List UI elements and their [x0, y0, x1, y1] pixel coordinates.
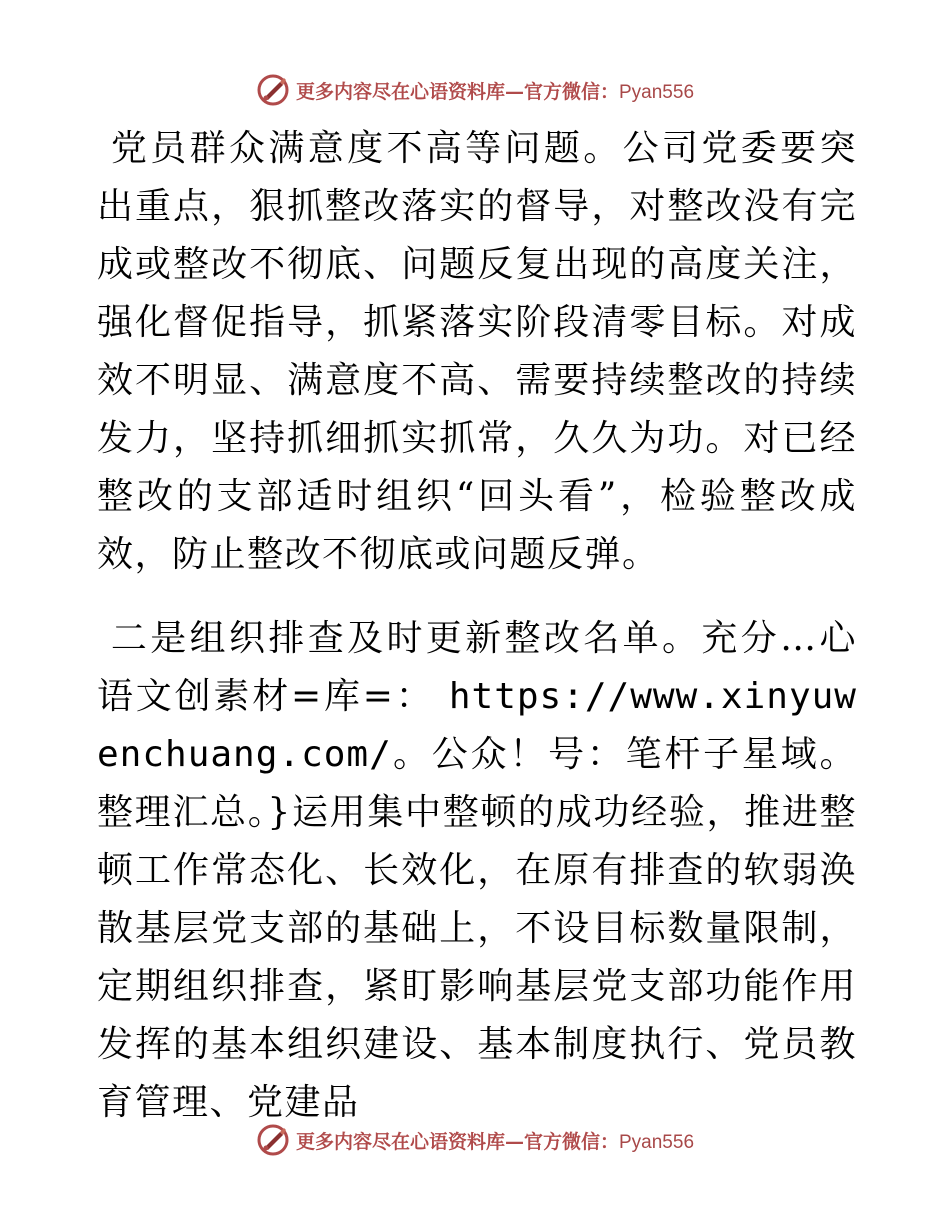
header-banner	[0, 70, 950, 110]
wechat-id: Pyan556	[619, 1131, 695, 1153]
quill-seal-logo-icon	[256, 73, 290, 107]
paragraph: 党员群众满意度不高等问题。公司党委要突出重点，狠抓整改落实的督导，对整改没有完成或整改不彻底、问题反复出现的高度关注，强化督促指导，抓紧落实阶段清零目标。对成效不明显、满意度不高、需要持续整改的持续发力，坚持抓细抓实抓常，久久为功。对已经整改的支部适时组织“回头看”，检验整改成效，防止整改不彻底或问题反弹。	[97, 128, 857, 575]
footer-banner	[0, 1120, 950, 1160]
document-body	[97, 120, 857, 1132]
paragraph: 二是组织排查及时更新整改名单。充分…心语文创素材=库=： https://www.xinyuwenchuang.com/。公众！号：笔杆子星域。整理汇总。}运用集中整顿的成功经验，推进整顿工作常态化、长效化，在原有排查的软弱涣散基层党支部的基础上，不设目标数量限制，定期组织排查，紧盯影响基层党支部功能作用发挥的基本组织建设、基本制度执行、党员教育管理、党建品	[97, 618, 857, 1123]
banner-text: 更多内容尽在心语资料库—官方微信：Pyan556	[295, 80, 695, 103]
quill-seal-logo-icon	[256, 1123, 290, 1157]
wechat-id: Pyan556	[619, 81, 695, 103]
source-url: https://www.xinyuwenchuang.com/	[97, 676, 857, 775]
banner-text: 更多内容尽在心语资料库—官方微信：Pyan556	[295, 1130, 695, 1153]
